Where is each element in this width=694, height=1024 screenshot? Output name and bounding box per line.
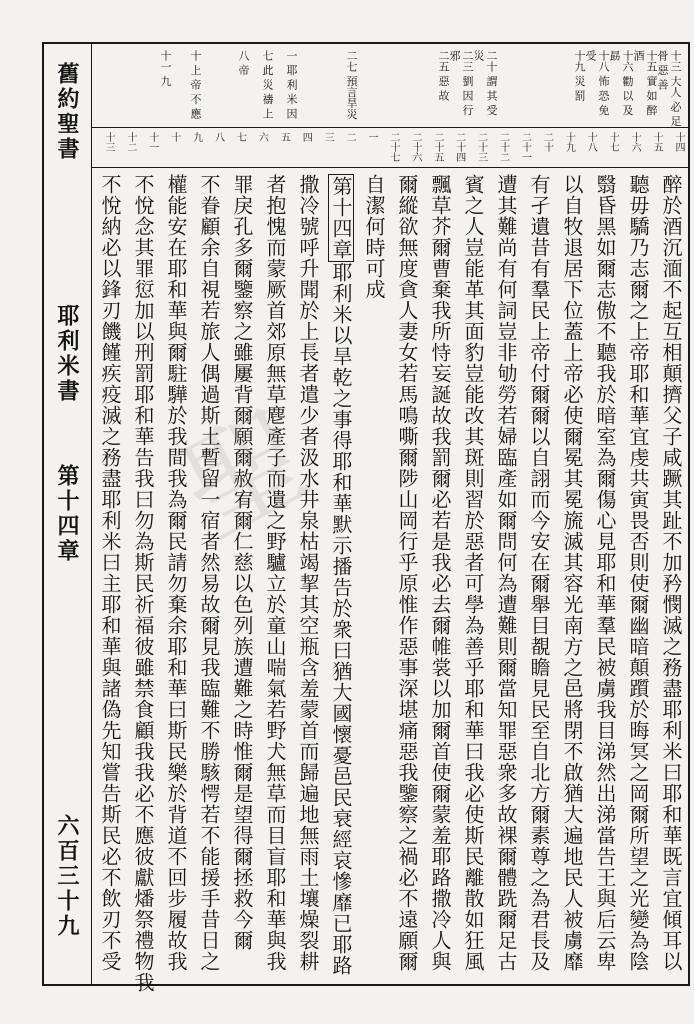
verse-index-numeral: 十一: [146, 132, 158, 152]
verse-index-numeral: 三: [322, 132, 334, 142]
verse-index-numeral: 二十六: [409, 132, 421, 162]
text-column: 醉於酒沉湎不起互相顛擠父子咸蹶其趾不加矜憫滅之務盡耶利米曰耶和華既言宜傾耳以: [659, 174, 683, 972]
text-column: 不眷顧余自視若旅人偶過斯土暫留一宿者然易故爾見我臨難不勝駭愕若不能援手昔日之: [197, 174, 221, 972]
verse-index-numeral: 九: [190, 132, 202, 142]
text-column: 不悅納必以鋒刃饑饉疾疫滅之務盡耶利米曰主耶和華與諸偽先知嘗告斯民必不飲刃不受: [98, 174, 122, 972]
verse-index-numeral: 十二: [124, 132, 136, 152]
watermark-stamp: 聖: [159, 385, 331, 565]
note-5: 十九 災 罰: [573, 50, 586, 101]
text-column: 自潔何時可成: [362, 174, 386, 300]
note-13: 十 上 帝 不 應: [189, 50, 202, 119]
verse-index-numeral: 十三: [102, 132, 114, 152]
text-column: 聽毋驕乃志爾之上帝耶和華宜虔共寅畏否則使爾幽暗顛躓於晦冥之岡爾所望之光變為陰: [626, 174, 650, 972]
text-column: 爾縱欲無度貪人妻女若馬鳴嘶爾陟山岡行乎原惟作惡事深堪痛惡我鑒察之禍必不遠願爾: [395, 174, 419, 972]
verse-index: [92, 128, 688, 168]
note-2: 十五 實 如 醉 酒: [632, 50, 658, 116]
note-9: 二七 預言旱災: [345, 50, 358, 120]
chapter-marker: 第十四章: [329, 176, 353, 260]
note-7: 二三 劉 因 行 邪: [448, 50, 474, 116]
text-body: [92, 168, 688, 993]
text-column: 翳昏黑如爾志傲不聽我於暗室為爾傷心見耶和華羣民被虜我目涕然出涕當告王與后云卑: [593, 174, 617, 972]
chapter-label: 第十四章: [54, 464, 80, 564]
verse-index-numeral: 二: [344, 132, 356, 142]
verse-index-numeral: 十五: [651, 132, 663, 152]
note-3: 十六 勸 以 及 勗: [608, 50, 634, 116]
book-title: 舊約聖書: [54, 62, 80, 162]
verse-index-numeral: 十六: [629, 132, 641, 152]
text-column: 權能安在耶和華與爾駐驊於我間我為爾民請勿棄余耶和華曰斯民樂於背道不回步履故我: [164, 174, 188, 972]
section-title: 耶利米書: [54, 304, 80, 404]
verse-index-numeral: 十九: [563, 132, 575, 152]
note-10: 一 耶 利 米 因: [285, 50, 298, 119]
verse-index-numeral: 二十二: [497, 132, 509, 162]
text-column: 不悅念其罪愆加以刑罰耶和華告我曰勿為斯民祈福彼雖禁食顧我我必不應彼獻燔祭禮物我: [131, 174, 155, 993]
verse-index-numeral: 四: [300, 132, 312, 142]
text-column: 有孑遺昔有羣民上帝付爾爾以自詡而今安在爾舉目覩瞻見民至自北方爾素尊之為君長及: [527, 174, 551, 972]
verse-index-numeral: 二十四: [453, 132, 465, 162]
text-column: 撒冷號呼升聞於上長者遣少者汲水井泉枯竭挈其空瓶含羞蒙首而歸遍地無雨土壤燥裂耕: [296, 174, 320, 972]
note-8: 二五 惡 故: [437, 50, 450, 101]
verse-index-numeral: 二十一: [519, 132, 531, 162]
note-12: 八 帝: [237, 50, 250, 76]
verse-index-numeral: 六: [256, 132, 268, 142]
verse-index-numeral: 七: [234, 132, 246, 142]
marginal-notes: [92, 44, 688, 128]
verse-index-numeral: 八: [212, 132, 224, 142]
note-14: 十一 九: [159, 50, 172, 87]
verse-index-numeral: 二十五: [431, 132, 443, 162]
verse-index-numeral: 五: [278, 132, 290, 142]
note-6: 二十 謂 其 受 災: [472, 50, 498, 116]
page-number: 六百三十九: [54, 814, 80, 939]
verse-index-numeral: 二十: [541, 132, 553, 152]
text-column: 遭其難尚有何詞豈非劬勞若婦臨產如爾問何為遭難則爾當知罪惡衆多故裸爾體跣爾足古: [494, 174, 518, 972]
running-head: [44, 44, 92, 984]
text-column: 者抱愧而蒙厥首郊原無草麀產子而遺之野驢立於童山喘氣若野犬無草而目盲耶和華與我: [263, 174, 287, 972]
note-1: 十三 大人 必 足 骨 惡 善: [656, 50, 682, 127]
verse-index-numeral: 十四: [673, 132, 684, 152]
page-frame: [42, 42, 690, 993]
text-column: 以自牧退居下位蓋上帝必使爾冕其冕旒滅其容光南方之邑將閉不啟猶大遍地民人被虜靡: [560, 174, 584, 972]
text-column: 第十四章耶利米以旱乾之事得耶和華默示播告於衆曰猶大國懷憂邑民衰經哀慘靡已耶路: [329, 176, 353, 976]
verse-index-numeral: 二十三: [475, 132, 487, 162]
note-11: 七 此 災 禱 上: [261, 50, 274, 119]
verse-index-numeral: 十: [168, 132, 180, 142]
text-column: 飄草芥爾曹棄我所恃妄誕故我罰爾必若是我必去爾帷裳以加爾首使爾蒙羞耶路撒冷人與: [428, 174, 452, 972]
verse-index-numeral: 十八: [585, 132, 597, 152]
text-column: 罪戾孔多爾鑒察之雖屢背爾願爾赦宥爾仁慈以色列族遭難之時惟爾是望得爾拯救今爾: [230, 174, 254, 951]
verse-index-numeral: 一: [366, 132, 378, 142]
note-4: 十八 怖 恐 免 受: [584, 50, 610, 116]
verse-index-numeral: 十七: [607, 132, 619, 152]
verse-index-numeral: 二十七: [387, 132, 399, 162]
text-column: 賓之人豈能革其面豹豈能改其斑則習於惡者可學為善乎耶和華曰我必使斯民離散如狂風: [461, 174, 485, 972]
